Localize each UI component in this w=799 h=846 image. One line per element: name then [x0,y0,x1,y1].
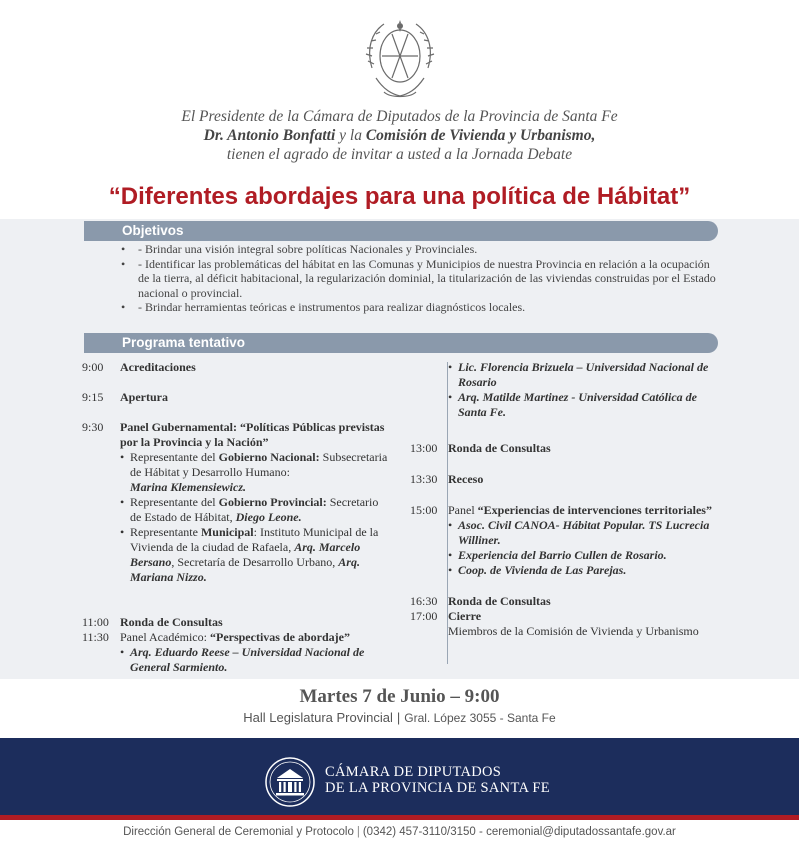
list-item: • Lic. Florencia Brizuela – Universidad Nacional de Rosario [448,360,709,389]
intro-line-3: tienen el agrado de invitar a usted a la Jornada Debate [226,146,573,163]
event-date: Martes 7 de Junio – 9:00 [299,686,500,707]
institution-line-1: CÁMARA DE DIPUTADOS [325,764,502,780]
objetivos-list [121,242,721,315]
bullet-icon: • [120,645,125,659]
bullet-icon: • [448,518,453,532]
commission-name: Comisión de Vivienda y Urbanismo, [365,127,596,144]
program-row: 9:00 Acreditaciones [82,360,196,374]
separator-dash: - [479,826,483,838]
list-item: • Representante Municipal: Instituto Municipal de la Vivienda de la ciudad de Rafaela, Arq. Marcelo Bersano, Secretaría de Desarrollo Urbano, Arq. Mariana Nizzo. [120,525,379,584]
contact-line [0,826,799,838]
bullet-icon: • [448,548,453,562]
contact-email[interactable]: ceremonial@diputadossantafe.gov.ar [486,826,676,838]
program-left-column [82,360,392,675]
intro-line-1: El Presidente de la Cámara de Diputados de la Provincia de Santa Fe [181,108,618,125]
bullet-icon: • [448,390,453,404]
list-item: • - Identificar las problemáticas del hábitat en las Comunas y Municipios de nuestra Provincia en relación a la ocupación de la tierra, al déficit habitacional, la regularización dominial, la titularización de las viviendas construidas por el Estado nacional o provincial. [121,256,716,300]
intro-connector: y la [335,127,366,144]
program-row: 13:00 Ronda de Consultas [410,441,551,455]
event-title: “Diferentes abordajes para una política de Hábitat” [108,183,691,210]
bullet-icon: • [120,450,125,464]
list-item: • Representante del Gobierno Nacional: Subsecretaria de Hábitat y Desarrollo Humano: Marina Klemensiewicz. [120,450,388,494]
bullet-icon: • [121,256,126,271]
separator: | [356,826,360,838]
venue-address: Gral. López 3055 - Santa Fe [404,711,556,725]
bullet-icon: • [121,300,126,314]
footer-accent-line [0,815,799,820]
event-venue [0,710,799,725]
list-item: • Experiencia del Barrio Cullen de Rosario. [448,548,667,562]
institution-line-2: DE LA PROVINCIA DE SANTA FE [325,780,550,796]
list-item: • - Brindar una visión integral sobre políticas Nacionales y Provinciales. [121,242,478,256]
programa-heading: Programa tentativo [84,333,718,353]
program-row [410,360,720,420]
program-row: 15:00 Panel “Experiencias de intervenciones territoriales” • Asoc. Civil CANOA- Hábitat Popular. TS Lucrecia Williner. • Experiencia del Barrio Cullen de Rosario. • Coop. de Vivienda de Las Parejas. [410,503,720,578]
bullet-icon: • [448,563,453,577]
objetivos-heading: Objetivos [84,221,718,241]
list-item: • Arq. Eduardo Reese – Universidad Nacional de General Sarmiento. [120,645,365,674]
program-row: 11:00 Ronda de Consultas [82,615,223,629]
president-name: Dr. Antonio Bonfatti [203,127,336,144]
bullet-icon: • [448,360,453,374]
venue-name: Hall Legislatura Provincial [243,710,393,725]
invitation-text [0,107,799,164]
program-row: 13:30 Receso [410,472,484,486]
program-row: 9:30 Panel Gubernamental: “Políticas Públicas previstas por la Provincia y la Nación” • Representante del Gobierno Nacional: Subsecretaria de Hábitat y Desarrollo Humano: Marina Klemensiewicz. • Representante del Gobierno Provincial: Secretario de Estado de Hábitat, Diego Leone. • Representante Municipal: Instituto Municipal de la Vivienda de la ciudad de Rafaela, Arq. Marcelo Bersano, Secretaría de Desarrollo Urbano, Arq. Mariana Nizzo. [82,420,392,585]
list-item: • Arq. Matilde Martinez - Universidad Católica de Santa Fe. [448,390,698,419]
contact-phone: (0342) 457-3110/3150 [362,826,476,838]
list-item: • Coop. de Vivienda de Las Parejas. [448,563,627,577]
program-row: 17:00 Cierre Miembros de la Comisión de Vivienda y Urbanismo [410,609,699,638]
coat-of-arms-icon [362,18,438,106]
program-row: 16:30 Ronda de Consultas [410,594,551,608]
legislature-logo-icon [264,756,316,808]
institution-name [325,764,550,796]
bullet-icon: • [121,242,126,256]
program-right-column [410,360,720,639]
list-item: • Asoc. Civil CANOA- Hábitat Popular. TS Lucrecia Williner. [448,518,710,547]
list-item: • - Brindar herramientas teóricas e instrumentos para realizar diagnósticos locales. [121,300,526,314]
separator: | [396,710,401,725]
intro-line-2 [0,126,799,145]
bullet-icon: • [120,525,125,539]
contact-organization: Dirección General de Ceremonial y Protocolo [123,826,354,838]
bullet-icon: • [120,495,125,509]
program-row: 11:30 Panel Académico: “Perspectivas de abordaje” • Arq. Eduardo Reese – Universidad Nacional de General Sarmiento. [82,630,392,675]
program-row: 9:15 Apertura [82,390,168,404]
list-item: • Representante del Gobierno Provincial: Secretario de Estado de Hábitat, Diego Leone. [120,495,379,524]
